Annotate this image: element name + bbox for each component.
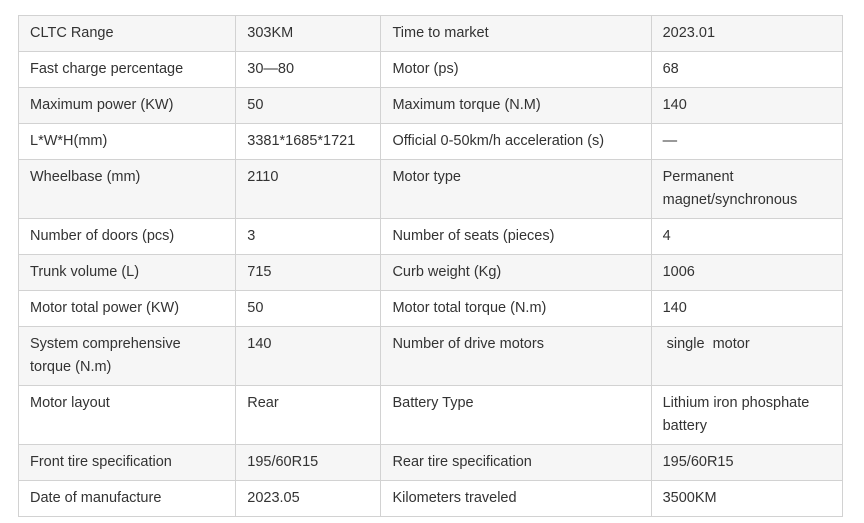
table-row: [19, 16, 843, 52]
table-row: [19, 52, 843, 88]
spec-label: Battery Type: [381, 386, 651, 445]
spec-value: 195/60R15: [236, 445, 381, 481]
spec-label: Number of seats (pieces): [381, 219, 651, 255]
table-row: [19, 481, 843, 517]
spec-value: 140: [651, 291, 842, 327]
spec-label: Date of manufacture: [19, 481, 236, 517]
spec-label: L*W*H(mm): [19, 124, 236, 160]
table-row: [19, 327, 843, 386]
spec-label: Motor (ps): [381, 52, 651, 88]
spec-value: 4: [651, 219, 842, 255]
spec-label: Curb weight (Kg): [381, 255, 651, 291]
table-row: [19, 219, 843, 255]
spec-label: Official 0-50km/h acceleration (s): [381, 124, 651, 160]
spec-value: 50: [236, 291, 381, 327]
spec-value: 303KM: [236, 16, 381, 52]
spec-value: 715: [236, 255, 381, 291]
spec-label: Fast charge percentage: [19, 52, 236, 88]
spec-value: Permanent magnet/synchronous: [651, 160, 842, 219]
spec-label: Motor total torque (N.m): [381, 291, 651, 327]
spec-value: 2023.05: [236, 481, 381, 517]
spec-value: single motor: [651, 327, 842, 386]
spec-label: Wheelbase (mm): [19, 160, 236, 219]
spec-value: —: [651, 124, 842, 160]
spec-value: 68: [651, 52, 842, 88]
spec-value: 3381*1685*1721: [236, 124, 381, 160]
spec-label: Front tire specification: [19, 445, 236, 481]
spec-label: Motor type: [381, 160, 651, 219]
spec-label: Maximum torque (N.M): [381, 88, 651, 124]
table-row: [19, 386, 843, 445]
spec-value: 30—80: [236, 52, 381, 88]
spec-label: Motor total power (KW): [19, 291, 236, 327]
spec-label: CLTC Range: [19, 16, 236, 52]
spec-label: Number of drive motors: [381, 327, 651, 386]
table-row: [19, 291, 843, 327]
table-row: [19, 160, 843, 219]
spec-label: Trunk volume (L): [19, 255, 236, 291]
spec-value: Lithium iron phosphate battery: [651, 386, 842, 445]
spec-label: Kilometers traveled: [381, 481, 651, 517]
spec-value: 3: [236, 219, 381, 255]
table-row: [19, 124, 843, 160]
spec-label: System comprehensive torque (N.m): [19, 327, 236, 386]
spec-label: Number of doors (pcs): [19, 219, 236, 255]
table-row: [19, 255, 843, 291]
spec-value: 50: [236, 88, 381, 124]
spec-value: 2110: [236, 160, 381, 219]
spec-value: 3500KM: [651, 481, 842, 517]
spec-value: 140: [236, 327, 381, 386]
table-row: [19, 88, 843, 124]
spec-label: Rear tire specification: [381, 445, 651, 481]
spec-value: 2023.01: [651, 16, 842, 52]
spec-value: 140: [651, 88, 842, 124]
spec-value: 1006: [651, 255, 842, 291]
spec-table: [18, 15, 843, 517]
spec-label: Motor layout: [19, 386, 236, 445]
table-row: [19, 445, 843, 481]
spec-label: Maximum power (KW): [19, 88, 236, 124]
spec-label: Time to market: [381, 16, 651, 52]
spec-value: 195/60R15: [651, 445, 842, 481]
spec-value: Rear: [236, 386, 381, 445]
